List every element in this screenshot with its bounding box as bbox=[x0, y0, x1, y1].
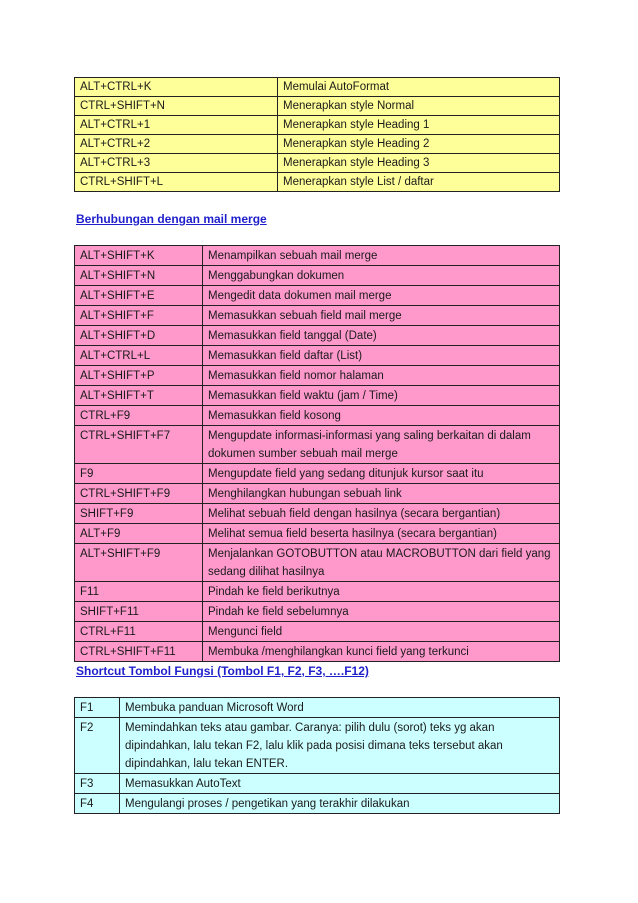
shortcut-key-cell: ALT+SHIFT+K bbox=[75, 246, 203, 266]
shortcut-key-cell: F2 bbox=[75, 718, 120, 774]
shortcut-description-cell: Memasukkan field daftar (List) bbox=[203, 346, 560, 366]
shortcut-description-cell: Memulai AutoFormat bbox=[278, 78, 560, 97]
shortcut-description-cell: Membuka panduan Microsoft Word bbox=[120, 698, 560, 718]
shortcut-description-cell: Mengulangi proses / pengetikan yang terakhir dilakukan bbox=[120, 794, 560, 814]
shortcut-key-cell: ALT+F9 bbox=[75, 524, 203, 544]
shortcut-description-cell: Menerapkan style List / daftar bbox=[278, 173, 560, 192]
shortcut-description-cell: Mengupdate field yang sedang ditunjuk kursor saat itu bbox=[203, 464, 560, 484]
shortcut-key-cell: CTRL+SHIFT+F9 bbox=[75, 484, 203, 504]
shortcut-description-cell: Mengedit data dokumen mail merge bbox=[203, 286, 560, 306]
table-row bbox=[75, 718, 560, 774]
table-row bbox=[75, 406, 560, 426]
mail-merge-heading: Berhubungan dengan mail merge bbox=[76, 212, 267, 226]
table-row bbox=[75, 154, 560, 173]
shortcut-table-function-keys bbox=[74, 697, 560, 814]
table-row bbox=[75, 366, 560, 386]
shortcut-description-cell: Melihat semua field beserta hasilnya (secara bergantian) bbox=[203, 524, 560, 544]
table-row bbox=[75, 246, 560, 266]
shortcut-key-cell: CTRL+SHIFT+N bbox=[75, 97, 278, 116]
table-row bbox=[75, 774, 560, 794]
shortcut-description-cell: Memasukkan field kosong bbox=[203, 406, 560, 426]
shortcut-key-cell: CTRL+F11 bbox=[75, 622, 203, 642]
mail-merge-table-body bbox=[75, 246, 560, 662]
shortcut-key-cell: SHIFT+F9 bbox=[75, 504, 203, 524]
shortcut-description-cell: Mengunci field bbox=[203, 622, 560, 642]
shortcut-key-cell: CTRL+SHIFT+L bbox=[75, 173, 278, 192]
table-row bbox=[75, 524, 560, 544]
shortcut-key-cell: F3 bbox=[75, 774, 120, 794]
shortcut-key-cell: ALT+SHIFT+F9 bbox=[75, 544, 203, 582]
table-row bbox=[75, 642, 560, 662]
table-row bbox=[75, 97, 560, 116]
shortcut-description-cell: Menggabungkan dokumen bbox=[203, 266, 560, 286]
table-row bbox=[75, 173, 560, 192]
shortcut-key-cell: ALT+SHIFT+E bbox=[75, 286, 203, 306]
table-row bbox=[75, 116, 560, 135]
table-row bbox=[75, 426, 560, 464]
shortcut-key-cell: ALT+CTRL+K bbox=[75, 78, 278, 97]
table-row bbox=[75, 602, 560, 622]
table-row bbox=[75, 266, 560, 286]
table-row bbox=[75, 504, 560, 524]
shortcut-description-cell: Menghilangkan hubungan sebuah link bbox=[203, 484, 560, 504]
shortcut-key-cell: ALT+CTRL+1 bbox=[75, 116, 278, 135]
shortcut-key-cell: ALT+CTRL+2 bbox=[75, 135, 278, 154]
shortcut-description-cell: Menerapkan style Heading 1 bbox=[278, 116, 560, 135]
shortcut-description-cell: Memasukkan AutoText bbox=[120, 774, 560, 794]
shortcut-description-cell: Memasukkan field tanggal (Date) bbox=[203, 326, 560, 346]
table-row bbox=[75, 464, 560, 484]
table-row bbox=[75, 135, 560, 154]
table-row bbox=[75, 286, 560, 306]
shortcut-key-cell: CTRL+SHIFT+F11 bbox=[75, 642, 203, 662]
shortcut-description-cell: Membuka /menghilangkan kunci field yang terkunci bbox=[203, 642, 560, 662]
shortcut-description-cell: Menerapkan style Heading 2 bbox=[278, 135, 560, 154]
table-row bbox=[75, 484, 560, 504]
shortcut-key-cell: CTRL+F9 bbox=[75, 406, 203, 426]
table-row bbox=[75, 346, 560, 366]
shortcut-description-cell: Memasukkan sebuah field mail merge bbox=[203, 306, 560, 326]
shortcut-description-cell: Memasukkan field waktu (jam / Time) bbox=[203, 386, 560, 406]
table-row bbox=[75, 622, 560, 642]
table-row bbox=[75, 794, 560, 814]
shortcut-description-cell: Memindahkan teks atau gambar. Caranya: pilih dulu (sorot) teks yg akan dipindahkan, lalu tekan F2, lalu klik pada posisi dimana teks tersebut akan dipindahkan, lalu tekan ENTER. bbox=[120, 718, 560, 774]
shortcut-key-cell: F11 bbox=[75, 582, 203, 602]
shortcut-table-mail-merge bbox=[74, 245, 560, 662]
table-row bbox=[75, 582, 560, 602]
shortcut-key-cell: ALT+SHIFT+T bbox=[75, 386, 203, 406]
function-keys-table-body bbox=[75, 698, 560, 814]
table-row bbox=[75, 544, 560, 582]
shortcut-description-cell: Pindah ke field berikutnya bbox=[203, 582, 560, 602]
shortcut-key-cell: SHIFT+F11 bbox=[75, 602, 203, 622]
shortcut-description-cell: Memasukkan field nomor halaman bbox=[203, 366, 560, 386]
shortcut-description-cell: Menerapkan style Normal bbox=[278, 97, 560, 116]
table-row bbox=[75, 78, 560, 97]
shortcut-key-cell: ALT+SHIFT+F bbox=[75, 306, 203, 326]
shortcut-key-cell: ALT+SHIFT+D bbox=[75, 326, 203, 346]
shortcut-table-styles bbox=[74, 77, 560, 192]
function-keys-heading: Shortcut Tombol Fungsi (Tombol F1, F2, F3, ….F12) bbox=[76, 664, 369, 678]
shortcut-key-cell: ALT+SHIFT+P bbox=[75, 366, 203, 386]
table-row bbox=[75, 326, 560, 346]
shortcut-key-cell: ALT+SHIFT+N bbox=[75, 266, 203, 286]
shortcut-key-cell: F9 bbox=[75, 464, 203, 484]
shortcut-description-cell: Pindah ke field sebelumnya bbox=[203, 602, 560, 622]
shortcut-key-cell: ALT+CTRL+3 bbox=[75, 154, 278, 173]
shortcut-key-cell: ALT+CTRL+L bbox=[75, 346, 203, 366]
table-row bbox=[75, 306, 560, 326]
table-row bbox=[75, 698, 560, 718]
shortcut-key-cell: F4 bbox=[75, 794, 120, 814]
shortcut-key-cell: CTRL+SHIFT+F7 bbox=[75, 426, 203, 464]
shortcut-description-cell: Menjalankan GOTOBUTTON atau MACROBUTTON dari field yang sedang dilihat hasilnya bbox=[203, 544, 560, 582]
styles-table-body bbox=[75, 78, 560, 192]
table-row bbox=[75, 386, 560, 406]
shortcut-description-cell: Menampilkan sebuah mail merge bbox=[203, 246, 560, 266]
shortcut-description-cell: Menerapkan style Heading 3 bbox=[278, 154, 560, 173]
shortcut-description-cell: Mengupdate informasi-informasi yang saling berkaitan di dalam dokumen sumber sebuah mail merge bbox=[203, 426, 560, 464]
shortcut-description-cell: Melihat sebuah field dengan hasilnya (secara bergantian) bbox=[203, 504, 560, 524]
shortcut-key-cell: F1 bbox=[75, 698, 120, 718]
